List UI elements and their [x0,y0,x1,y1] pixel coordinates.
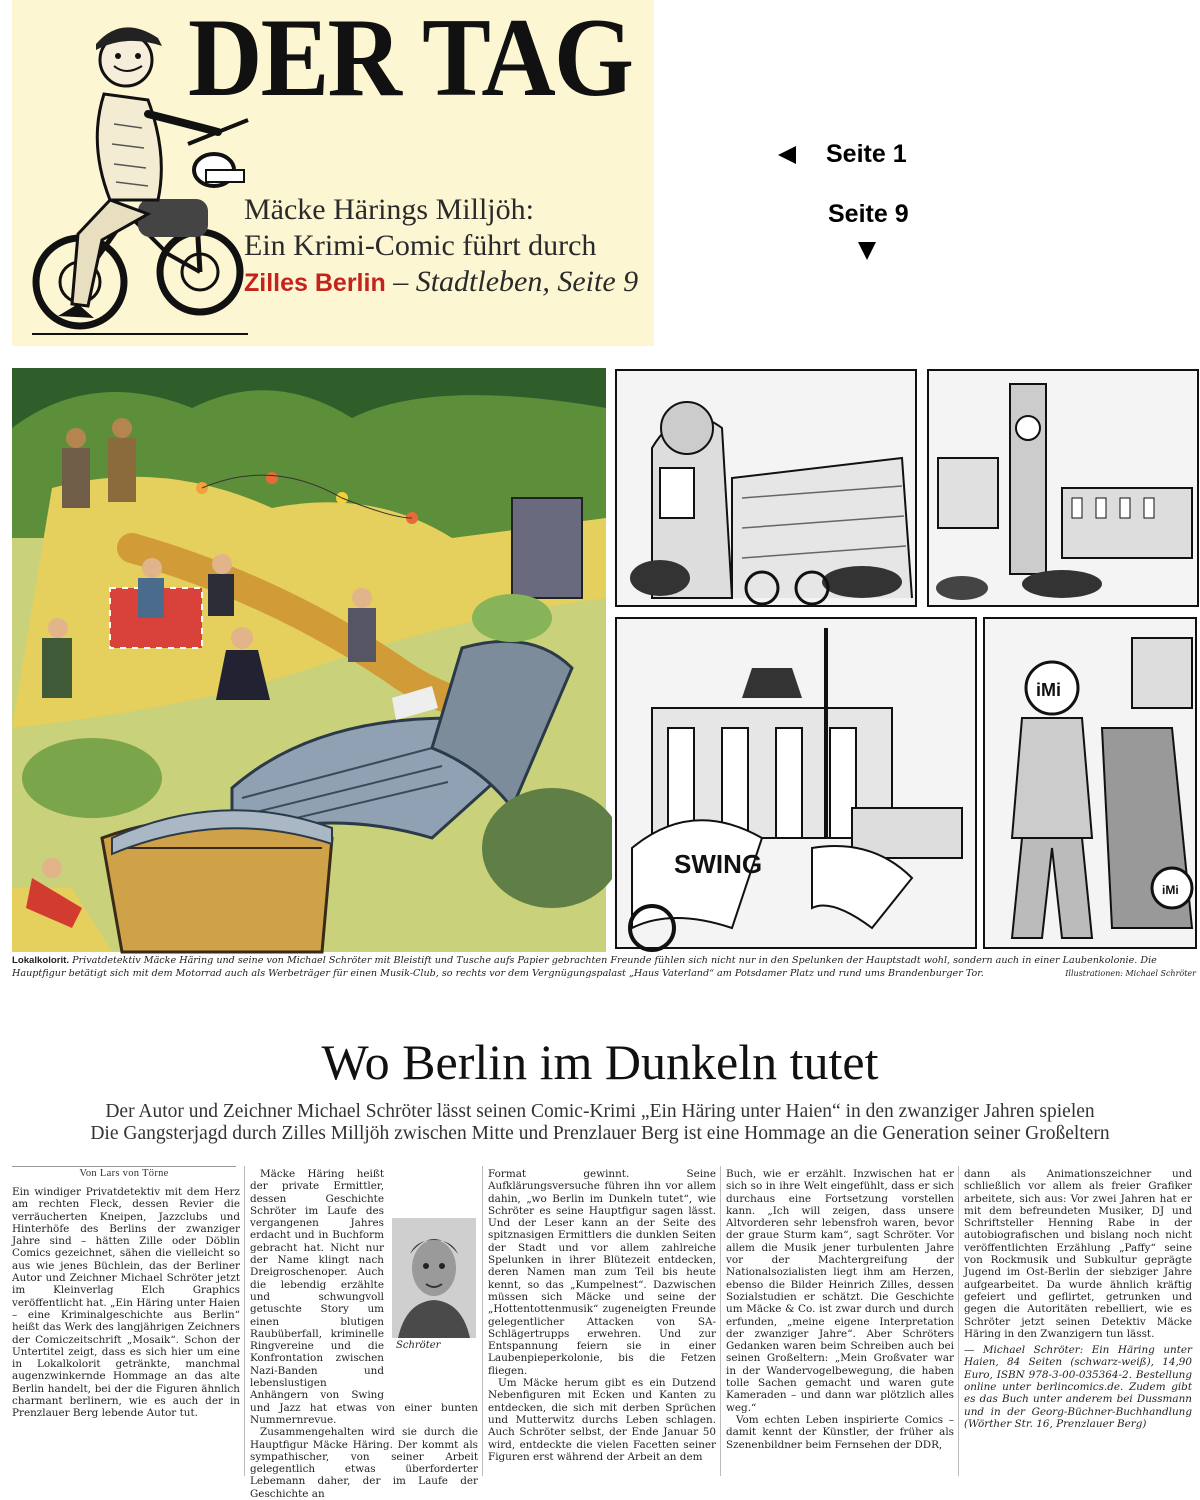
comic-panels-illustration [612,368,1200,952]
teaser-headline-line2: Ein Krimi-Comic führt durch [244,229,597,262]
column-rule [244,1166,245,1476]
svg-text:SWING: SWING [674,849,763,879]
teaser-section-ref: – Stadtleben, Seite 9 [385,265,639,298]
down-arrow-icon [858,242,876,260]
col3-paragraph-1: Format gewinnt. Seine Aufklärungsversuche führen ihn vor allem dahin, „wo Berlin im Dunkeln tutet“, wie Schröter es seine Hauptfigur sagen lässt. Und der Leser kann an der Seite des spitznasigen Ermittlers die dunklen Seiten der Stadt und vor allem zahlreiche Spelunken in ihrer Blütezeit entdecken, deren Namen man zum Teil bis heute kennt, so das „Kumpelnest“. Dazwischen müssen sich Mäcke und seine der „Hottentottenmusik“ zugeneigten Freunde gelegentlicher Attacken von SA-Schlägertrupps erwehren. Und zur Entspannung feiern sie in einer Laubenpieperkolonie, bis die Fetzen fliegen. [488,1168,716,1377]
page1-marker [778,140,907,169]
book-credit: — Michael Schröter: Ein Häring unter Haien, 84 Seiten (schwarz-weiß), 14,90 Euro, ISBN 978-3-00-035364-2. Bestellung online unter berlincomics.de. Zudem gibt es das Buch unter anderem bei Dussmann und in der Georg-Büchner-Buchhandlung (Wörther Str. 16, Prenzlauer Berg) [964,1344,1192,1430]
caption-lead: Lokalkolorit. [12,955,70,966]
garden-colony-illustration [12,368,606,952]
col3-paragraph-2: Um Mäcke herum gibt es ein Dutzend Nebenfiguren mit Ecken und Kanten zu entdecken, die sich mit derben Sprüchen und Mutterwitz durchs Leben schlagen. Auch Schröter selbst, der Ende Januar 50 wird, entdeckte die vielen Facetten seiner Figuren erst während der Arbeit an dem [488,1377,716,1463]
page9-label: Seite 9 [828,200,909,228]
col4-paragraph-2: Vom echten Leben inspirierte Comics – damit kennt der Künstler, der früher als Szenenbildner beim Fernsehen der DDR, [726,1413,954,1451]
portrait-caption: Schröter [396,1340,441,1351]
svg-text:iMi: iMi [1036,680,1061,700]
masthead: DER TAG [188,0,633,120]
column-rule [958,1166,959,1476]
article-title: Wo Berlin im Dunkeln tutet [321,1034,879,1090]
column-rule [720,1166,721,1476]
teaser-headline [244,192,638,301]
column-rule [482,1166,483,1476]
page9-marker [828,200,909,229]
teaser-clipping [12,0,654,346]
teaser-red-label: Zilles Berlin [244,269,386,297]
article-column-4 [726,1168,954,1476]
caption-credit: Illustrationen: Michael Schröter [1065,969,1196,978]
author-portrait [392,1218,476,1338]
col4-paragraph-1: Buch, wie er erzählt. Inzwischen hat er sich so in ihre Welt eingefühlt, dass er sich durchaus eine Fortsetzung vorstellen kann. „Ich will zeigen, dass unsere Altvorderen sehr lebensfroh waren, bevor der graue Sturm kam“, sagt Schröter. Vor allem die Musik jener turbulenten Jahre vor der Machtergreifung der Nationalsozialisten liegt ihm am Herzen, ebenso die Bilder Heinrich Zilles, dessen Sozialstudien er schätzt. Die Geschichte um Mäcke & Co. ist zwar durch und durch erfunden, „meine eigene Interpretation der zwanziger Jahre“. Aber Schröters Gedanken waren beim Schreiben auch bei seinen Großeltern: „Mein Großvater war in der Wandervogelbewegung, die haben tolle Sachen gemacht und waren gute Kameraden – und dann war plötzlich alles weg.“ [726,1168,954,1414]
page1-label: Seite 1 [826,140,907,168]
col1-paragraph: Ein windiger Privatdetektiv mit dem Herz am rechten Fleck, dessen Revier die verräucherten Kneipen, Jazzclubs und Hinterhöfe des Berlins der zwanziger Jahre sind – hätten Zille oder Döblin Comics gezeichnet, sähen die vielleicht so aus wie jenes Büchlein, das der Berliner Autor und Zeichner Michael Schröter jetzt im Kleinverlag Elch Graphics veröffentlicht hat. „Ein Häring unter Haien – eine Kriminalgeschichte aus Berlin“ heißt das Werk des langjährigen Zeichners der Comiczeitschrift „Mosaik“. Schon der Untertitel zeigt, dass es sich hier um eine in Lokalkolorit getränkte, manchmal augenzwinkernde Hommage an das alte Berlin handelt, bei der die Figuren ähnlich charmant berlinern, wie es auch der in Prenzlauer Berg lebende Autor tut. [12,1186,240,1420]
left-arrow-icon [778,146,796,164]
article-column-3 [488,1168,716,1476]
illustration-caption [12,954,1196,980]
subtitle-line2: Die Gangsterjagd durch Zilles Milljöh zwischen Mitte und Prenzlauer Berg ist eine Hommage an die Generation seiner Großeltern [90,1123,1110,1144]
col5-paragraph: dann als Animationszeichner und schließlich vor allem als freier Grafiker arbeitete, sich aus: Vor zwei Jahren hat er mit dem befreundeten Musiker, DJ und Schriftsteller Henning Rabe in der autobiografischen und bislang noch nicht veröffentlichten Erzählung „Paffy“ seine von Rockmusik und Subkultur geprägte Jugend im Ost-Berlin der siebziger Jahre aufgearbeitet. Da wurde ähnlich kräftig gefeiert und geflirtet, getrunken und gegen die Autoritäten rebelliert, wie es Schröter jetzt seinen Detektiv Mäcke Häring in den Zwanzigern tun lässt. [964,1168,1192,1340]
svg-text:iMi: iMi [1162,883,1179,897]
col2-paragraph-2: Zusammengehalten wird sie durch die Hauptfigur Mäcke Häring. Der kommt als sympathischer, von seiner Arbeit gelegentlich etwas überforderter Lebemann daher, der im Laufe der Geschichte an [250,1426,478,1500]
teaser-headline-line3 [244,264,638,301]
byline: Von Lars von Törne [12,1166,236,1179]
caption-text: Privatdetektiv Mäcke Häring und seine von Michael Schröter mit Bleistift und Tusche aufs Papier gebrachten Freunde fühlen sich nicht nur in den Spelunken der Hauptstadt wohl, sondern auch in einer Laubenkolonie. Die Hauptfigur betätigt sich mit dem Motorrad auch als Werbeträger für einen Musik-Club, so rechts vor dem Vergnügungspalast „Haus Vaterland“ am Potsdamer Platz und rund ums Brandenburger Tor. [12,955,1157,979]
article-subtitle [0,1101,1200,1145]
article-column-1 [12,1186,240,1478]
col2-paragraph-1: Mäcke Häring heißt der private Ermittler, dessen Geschichte Schröter im Laufe des vergangenen Jahres erdacht und in Buchform gebracht hat. Nicht nur der Name klingt nach Dreigroschenoper. Auch die lebendig erzählte und schwungvoll getuschte Story um einen blutigen Raubüberfall, kriminelle Ringvereine und die Konfrontation zwischen Nazi-Banden und lebenslustigen Anhängern von Swing und Jazz hat etwas von einer bunten Nummernrevue. [250,1168,478,1426]
subtitle-line1: Der Autor und Zeichner Michael Schröter lässt seinen Comic-Krimi „Ein Häring unter Haien“ in den zwanziger Jahren spielen [105,1101,1095,1122]
teaser-headline-line1: Mäcke Härings Milljöh: [244,193,534,226]
article-column-5 [964,1168,1192,1476]
